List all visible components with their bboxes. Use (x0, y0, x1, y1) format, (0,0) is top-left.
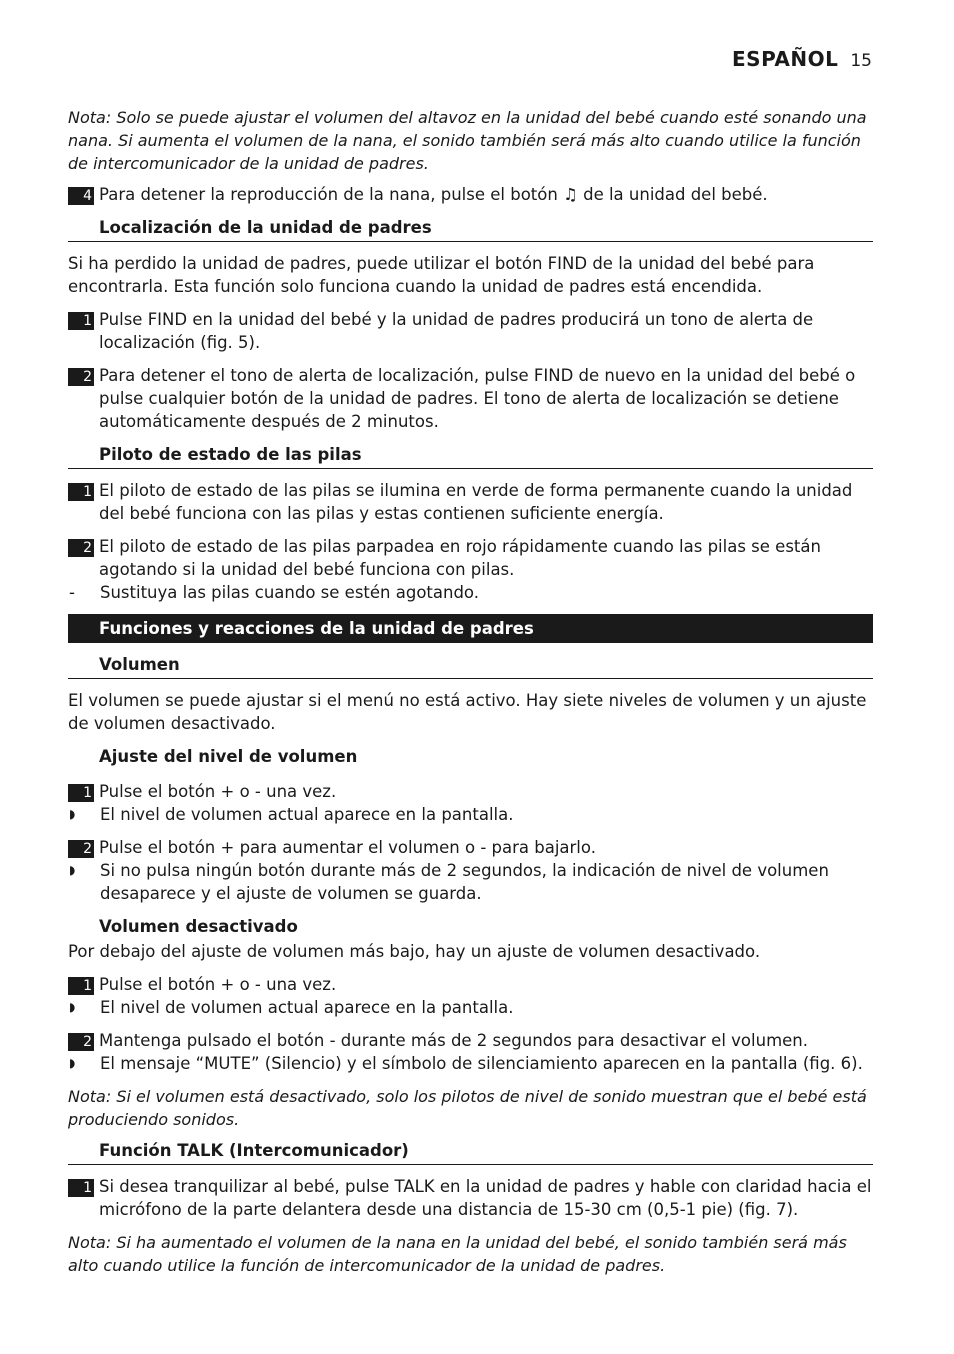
dash-item-text: Sustituya las pilas cuando se estén agotando. (100, 583, 479, 602)
step-text: Para detener el tono de alerta de localización, pulse FIND de nuevo en la unidad del bebé o pulse cualquier botón de la unidad de padres. El tono de alerta de localización se detiene automáticamente después de 2 minutos. (99, 366, 856, 431)
note-top: Nota: Solo se puede ajustar el volumen del altavoz en la unidad del bebé cuando esté sonando una nana. Si aumenta el volumen de la nana, el sonido también será más alto cuando utilice la función de intercomunicador de la unidad de padres. (68, 108, 867, 173)
step-text: Pulse FIND en la unidad del bebé y la unidad de padres producirá un tono de alerta de localización (fig. 5). (99, 310, 814, 352)
step-text: Mantenga pulsado el botón - durante más de 2 segundos para desactivar el volumen. (99, 1031, 808, 1050)
piloto-step-2 (68, 535, 873, 581)
desactivado-step-2 (68, 1029, 873, 1052)
page-header (732, 47, 872, 71)
step-text: El piloto de estado de las pilas parpadea en rojo rápidamente cuando las pilas se están agotando si la unidad del bebé funciona con pilas. (99, 537, 821, 579)
step-4 (68, 183, 873, 206)
section-title-volumen: Volumen (68, 653, 873, 679)
result-text: El mensaje “MUTE” (Silencio) y el símbolo de silenciamiento aparecen en la pantalla (fig. 6). (100, 1054, 863, 1073)
step-number: 1 (68, 977, 94, 995)
subsection-title-desactivado: Volumen desactivado (99, 917, 298, 936)
ajuste-step-1 (68, 780, 873, 803)
desactivado-result-2 (68, 1052, 873, 1075)
page-number: 15 (850, 51, 872, 71)
step-text: Pulse el botón + o - una vez. (99, 782, 337, 801)
talk-step-1 (68, 1175, 873, 1221)
section-title-localizacion: Localización de la unidad de padres (68, 216, 873, 242)
step-number: 2 (68, 368, 94, 386)
subsection-title-ajuste: Ajuste del nivel de volumen (99, 747, 358, 766)
step-text: Pulse el botón + o - una vez. (99, 975, 337, 994)
step-text: El piloto de estado de las pilas se ilumina en verde de forma permanente cuando la unidad del bebé funciona con las pilas y estas contienen suficiente energía. (99, 481, 853, 523)
step-number: 4 (68, 187, 94, 205)
section-title-piloto: Piloto de estado de las pilas (68, 443, 873, 469)
step-text: Para detener la reproducción de la nana, pulse el botón ♫ de la unidad del bebé. (99, 185, 768, 204)
piloto-step-1 (68, 479, 873, 525)
ajuste-result-1 (68, 803, 873, 826)
step-number: 1 (68, 1179, 94, 1197)
result-arrow-icon: ◗ (69, 807, 76, 821)
language-label: ESPAÑOL (732, 47, 839, 71)
note-desactivado: Nota: Si el volumen está desactivado, solo los pilotos de nivel de sonido muestran que el bebé está produciendo sonidos. (68, 1087, 867, 1129)
piloto-dash-item (68, 581, 873, 604)
result-text: El nivel de volumen actual aparece en la pantalla. (100, 998, 514, 1017)
step-number: 2 (68, 539, 94, 557)
volumen-intro: El volumen se puede ajustar si el menú no está activo. Hay siete niveles de volumen y un ajuste de volumen desactivado. (68, 691, 867, 733)
ajuste-result-2 (68, 859, 873, 905)
result-arrow-icon: ◗ (69, 863, 76, 877)
page-content (68, 106, 873, 1285)
step-text: Pulse el botón + para aumentar el volumen o - para bajarlo. (99, 838, 596, 857)
ajuste-step-2 (68, 836, 873, 859)
step-number: 2 (68, 840, 94, 858)
note-talk: Nota: Si ha aumentado el volumen de la nana en la unidad del bebé, el sonido también será más alto cuando utilice la función de intercomunicador de la unidad de padres. (68, 1233, 847, 1275)
dash-bullet: - (69, 583, 75, 602)
step-text: Si desea tranquilizar al bebé, pulse TALK en la unidad de padres y hable con claridad hacia el micrófono de la parte delantera desde una distancia de 15-30 cm (0,5-1 pie) (fig. 7). (99, 1177, 872, 1219)
section-title-talk: Función TALK (Intercomunicador) (68, 1139, 873, 1165)
step-number: 1 (68, 312, 94, 330)
step-number: 2 (68, 1033, 94, 1051)
localizacion-step-2 (68, 364, 873, 433)
desactivado-step-1 (68, 973, 873, 996)
result-text: Si no pulsa ningún botón durante más de 2 segundos, la indicación de nivel de volumen desaparece y el ajuste de volumen se guarda. (100, 861, 829, 903)
localizacion-step-1 (68, 308, 873, 354)
step-number: 1 (68, 784, 94, 802)
result-arrow-icon: ◗ (69, 1056, 76, 1070)
result-arrow-icon: ◗ (69, 1000, 76, 1014)
desactivado-result-1 (68, 996, 873, 1019)
desactivado-intro: Por debajo del ajuste de volumen más bajo, hay un ajuste de volumen desactivado. (68, 942, 761, 961)
localizacion-intro: Si ha perdido la unidad de padres, puede utilizar el botón FIND de la unidad del bebé para encontrarla. Esta función solo funciona cuando la unidad de padres está encendida. (68, 254, 815, 296)
result-text: El nivel de volumen actual aparece en la pantalla. (100, 805, 514, 824)
section-banner: Funciones y reacciones de la unidad de padres (68, 614, 873, 643)
step-number: 1 (68, 483, 94, 501)
